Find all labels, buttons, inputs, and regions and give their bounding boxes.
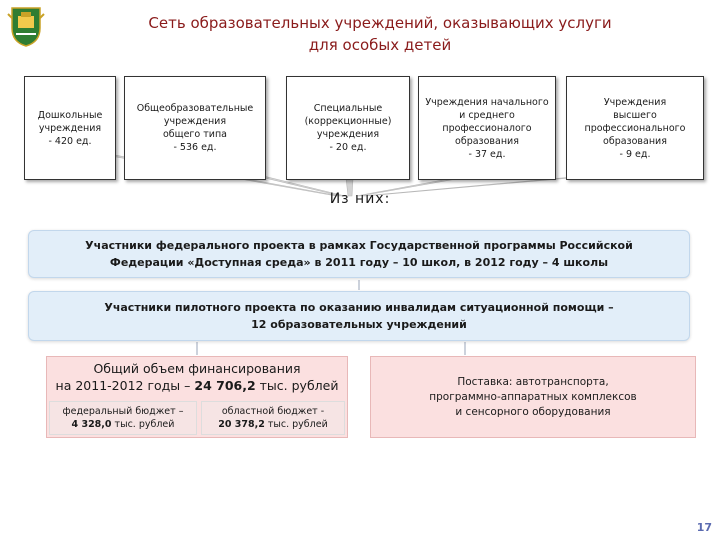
special-line-3: учреждения: [316, 129, 380, 140]
supply-line-2: программно-аппаратных комплексов: [429, 390, 637, 403]
federal-budget-unit: тыс. рублей: [111, 419, 175, 430]
higher-line-3: профессионального: [584, 122, 686, 134]
financing-total-unit: тыс. рублей: [255, 378, 339, 393]
federal-budget-value: [50, 418, 196, 431]
preschool-line-1: Дошкольные: [37, 109, 103, 121]
vocational-box: [418, 76, 556, 180]
financing-line-1: Общий объем финансирования: [93, 361, 301, 376]
general-schools-count: - 536 ед.: [173, 142, 217, 153]
title-line-2: для особых детей: [308, 36, 452, 54]
pilot-project-line-2: 12 образовательных учреждений: [251, 318, 467, 331]
federal-project-line-1: Участники федерального проекта в рамках Государственной программы Российской: [85, 239, 633, 252]
general-schools-line-3: общего типа: [162, 129, 227, 140]
financing-box: [46, 356, 348, 438]
preschool-count: - 420 ед.: [48, 135, 92, 147]
general-schools-box: [124, 76, 266, 180]
vocational-line-3: профессионалого: [442, 122, 532, 134]
special-line-2: (коррекционные): [304, 116, 392, 127]
financing-total: [47, 360, 347, 394]
regional-budget-label: областной бюджет -: [221, 406, 325, 417]
federal-project-line-2: Федерации «Доступная среда» в 2011 году – 10 школ, в 2012 году – 4 школы: [109, 256, 609, 269]
regional-budget-value: [202, 418, 344, 431]
regional-budget-unit: тыс. рублей: [264, 419, 328, 430]
pilot-project-line-1: Участники пилотного проекта по оказанию инвалидам ситуационной помощи –: [104, 301, 614, 314]
of-them-label: Из них:: [329, 191, 391, 207]
financing-line-2: [47, 377, 347, 394]
financing-total-amount: 24 706,2: [194, 378, 256, 393]
regional-budget-amount: 20 378,2: [218, 419, 265, 430]
vocational-count: - 37 ед.: [468, 148, 506, 160]
special-institutions-box: [286, 76, 410, 180]
pilot-project-box: [28, 291, 690, 341]
title-line-1: Сеть образовательных учреждений, оказывающих услуги: [148, 14, 612, 32]
vocational-line-4: образования: [455, 135, 519, 147]
supply-line-3: и сенсорного оборудования: [455, 405, 611, 418]
page-title: [110, 12, 650, 56]
federal-project-box: [28, 230, 690, 278]
vocational-line-1: Учреждения начального: [425, 96, 549, 108]
general-schools-line-1: Общеобразовательные: [136, 103, 254, 114]
financing-period: на 2011-2012 годы –: [55, 378, 195, 393]
coat-of-arms-icon: [6, 4, 46, 48]
higher-count: - 9 ед.: [619, 148, 651, 160]
supply-line-1: Поставка: автотранспорта,: [457, 375, 609, 388]
special-line-1: Специальные: [313, 103, 383, 114]
higher-line-1: Учреждения: [603, 96, 667, 108]
higher-education-box: [566, 76, 704, 180]
page-number: 17: [696, 521, 712, 534]
federal-budget-cell: [49, 401, 197, 435]
preschool-line-2: учреждения: [38, 122, 102, 134]
supply-box: [370, 356, 696, 438]
general-schools-line-2: учреждения: [163, 116, 227, 127]
higher-line-2: высшего: [613, 109, 657, 121]
higher-line-4: образования: [603, 135, 667, 147]
preschool-box: [24, 76, 116, 180]
federal-budget-label: федеральный бюджет –: [62, 406, 184, 417]
regional-budget-cell: [201, 401, 345, 435]
federal-budget-amount: 4 328,0: [71, 419, 112, 430]
special-count: - 20 ед.: [329, 142, 367, 153]
vocational-line-2: и среднего: [459, 109, 515, 121]
